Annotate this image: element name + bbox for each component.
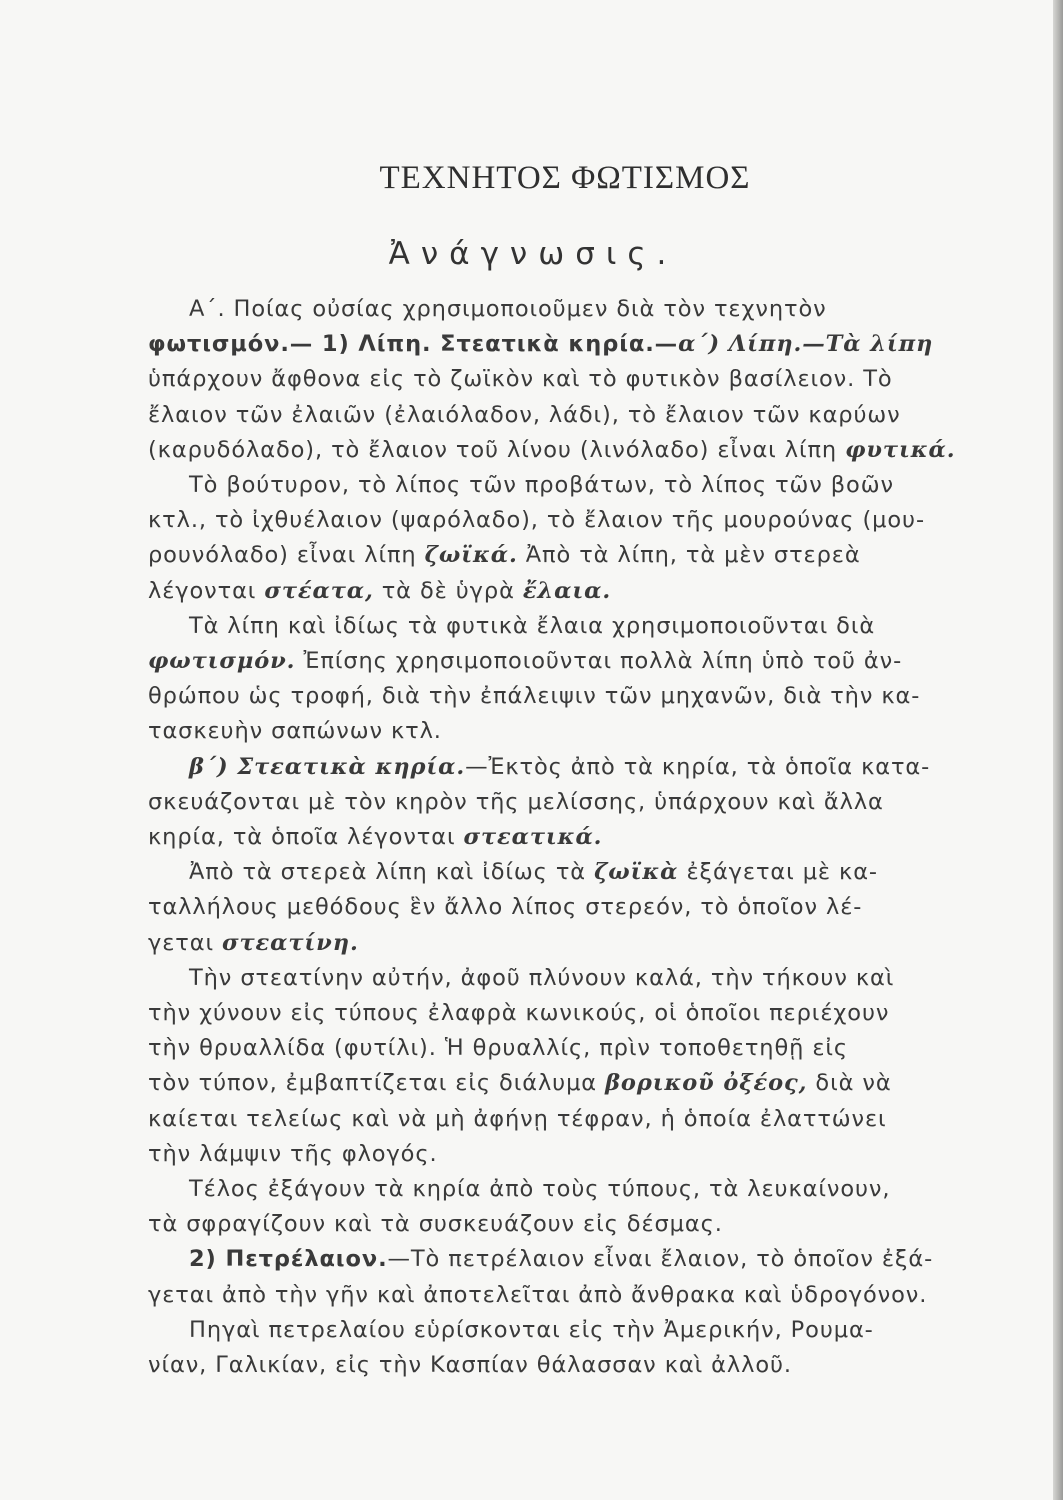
text-line: Τὴν στεατίνην αὐτήν, ἀφοῦ πλύνουν καλά, τὴν τήκουν καὶ: [189, 964, 895, 991]
run-heading: φωτισμόν.— 1) Λίπη. Στεατικὰ κηρία.—: [148, 331, 679, 358]
text-line: [148, 574, 988, 609]
page-edge-shadow: [1053, 0, 1063, 1500]
text-line: Τέλος ἐξάγουν τὰ κηρία ἀπὸ τοὺς τύπους, τὰ λευκαίνουν,: [189, 1176, 891, 1203]
run-emphasis: φυτικά.: [845, 436, 956, 463]
text-line: Πηγαὶ πετρελαίου εὑρίσκονται εἰς τὴν Ἀμερικήν, Ρουμα-: [189, 1316, 874, 1343]
text-line: [148, 538, 988, 573]
run-text: διὰ νὰ: [807, 1070, 892, 1097]
run-emphasis: α΄) Λίπη.—Τὰ λίπη: [678, 331, 934, 358]
text-line: τὰ σφραγίζουν καὶ τὰ συσκευάζουν εἰς δέσμας.: [148, 1211, 723, 1238]
run-text: τὰ δὲ ὑγρὰ: [373, 577, 523, 604]
run-text: γεται: [148, 929, 223, 956]
run-text: ρουνόλαδο) εἶναι λίπη: [148, 542, 425, 569]
text-line: καίεται τελείως καὶ νὰ μὴ ἀφήνῃ τέφραν, ἡ ὁποία ἐλαττώνει: [148, 1105, 887, 1132]
run-text: Ἀπὸ τὰ στερεὰ λίπη καὶ ἰδίως τὰ: [189, 859, 595, 886]
text-line: [148, 1066, 988, 1101]
text-line: [148, 750, 988, 785]
body-text: [148, 292, 988, 1383]
run-text: λέγονται: [148, 577, 265, 604]
run-text: (καρυδόλαδο), τὸ ἔλαιον τοῦ λίνου (λινόλαδο) εἶναι λίπη: [148, 436, 846, 463]
text-line: γεται ἀπὸ τὴν γῆν καὶ ἀποτελεῖται ἀπὸ ἄνθρακα καὶ ὑδρογόνον.: [148, 1281, 928, 1308]
text-line: ὑπάρχουν ἄφθονα εἰς τὸ ζωϊκὸν καὶ τὸ φυτικὸν βασίλειον. Τὸ: [148, 366, 893, 393]
run-emphasis: ζωϊκά.: [424, 542, 518, 569]
page-title: ΤΕΧΝΗΤΟΣ ΦΩΤΙΣΜΟΣ: [379, 160, 751, 196]
run-emphasis: βορικοῦ ὀξέος,: [605, 1070, 808, 1097]
run-emphasis: φωτισμόν.: [148, 648, 296, 675]
text-line: κτλ., τὸ ἰχθυέλαιον (ψαρόλαδο), τὸ ἔλαιον τῆς μουρούνας (μου-: [148, 507, 925, 534]
text-line: Τὰ λίπη καὶ ἰδίως τὰ φυτικὰ ἔλαια χρησιμοποιοῦνται διὰ: [189, 612, 876, 639]
text-line: νίαν, Γαλικίαν, εἰς τὴν Κασπίαν θάλασσαν καὶ ἀλλοῦ.: [148, 1352, 792, 1379]
run-text: Ἐπίσης χρησιμοποιοῦνται πολλὰ λίπη ὑπὸ τοῦ ἀν-: [295, 648, 903, 675]
run-emphasis: στεατικά.: [463, 824, 603, 851]
run-text: ἐξάγεται μὲ κα-: [678, 859, 878, 886]
text-line: τασκευὴν σαπώνων κτλ.: [148, 718, 442, 745]
run-emphasis: στέατα,: [264, 577, 374, 604]
text-line: [148, 926, 988, 961]
run-text: —Ἐκτὸς ἀπὸ τὰ κηρία, τὰ ὁποῖα κατα-: [465, 753, 931, 780]
text-line: [148, 1242, 988, 1277]
text-line: [148, 820, 988, 855]
run-emphasis: β΄) Στεατικὰ κηρία.: [189, 753, 466, 780]
text-line: [148, 855, 988, 890]
text-line: τὴν θρυαλλίδα (φυτίλι). Ἡ θρυαλλίς, πρὶν τοποθετηθῇ εἰς: [148, 1035, 849, 1062]
text-line: τὴν χύνουν εἰς τύπους ἐλαφρὰ κωνικούς, οἱ ὁποῖοι περιέχουν: [148, 1000, 890, 1027]
text-line: θρώπου ὡς τροφή, διὰ τὴν ἐπάλειψιν τῶν μηχανῶν, διὰ τὴν κα-: [148, 683, 921, 710]
text-line: [148, 433, 988, 468]
run-heading: 2) Πετρέλαιον.: [189, 1246, 388, 1273]
run-emphasis: ἔλαια.: [522, 577, 612, 604]
section-subtitle: Ἀνάγνωσις.: [388, 236, 678, 272]
run-text: κηρία, τὰ ὁποῖα λέγονται: [148, 824, 464, 851]
text-line: ταλλήλους μεθόδους ἓν ἄλλο λίπος στερεόν, τὸ ὁποῖον λέ-: [148, 894, 863, 921]
run-text: Ἀπὸ τὰ λίπη, τὰ μὲν στερεὰ: [517, 542, 861, 569]
run-text: τὸν τύπον, ἐμβαπτίζεται εἰς διάλυμα: [148, 1070, 606, 1097]
text-line: σκευάζονται μὲ τὸν κηρὸν τῆς μελίσσης, ὑπάρχουν καὶ ἄλλα: [148, 788, 884, 815]
run-emphasis: στεατίνη.: [222, 929, 359, 956]
run-emphasis: ζωϊκὰ: [594, 859, 679, 886]
text-line: τὴν λάμψιν τῆς φλογός.: [148, 1140, 438, 1167]
text-line: Τὸ βούτυρον, τὸ λίπος τῶν προβάτων, τὸ λίπος τῶν βοῶν: [189, 472, 894, 499]
run-text: —Τὸ πετρέλαιον εἶναι ἔλαιον, τὸ ὁποῖον ἐξά-: [387, 1246, 934, 1273]
text-line: Α΄. Ποίας οὐσίας χρησιμοποιοῦμεν διὰ τὸν τεχνητὸν: [189, 296, 827, 322]
text-line: ἔλαιον τῶν ἐλαιῶν (ἐλαιόλαδον, λάδι), τὸ ἔλαιον τῶν καρύων: [148, 401, 901, 428]
text-line: [148, 327, 988, 362]
text-line: [148, 644, 988, 679]
